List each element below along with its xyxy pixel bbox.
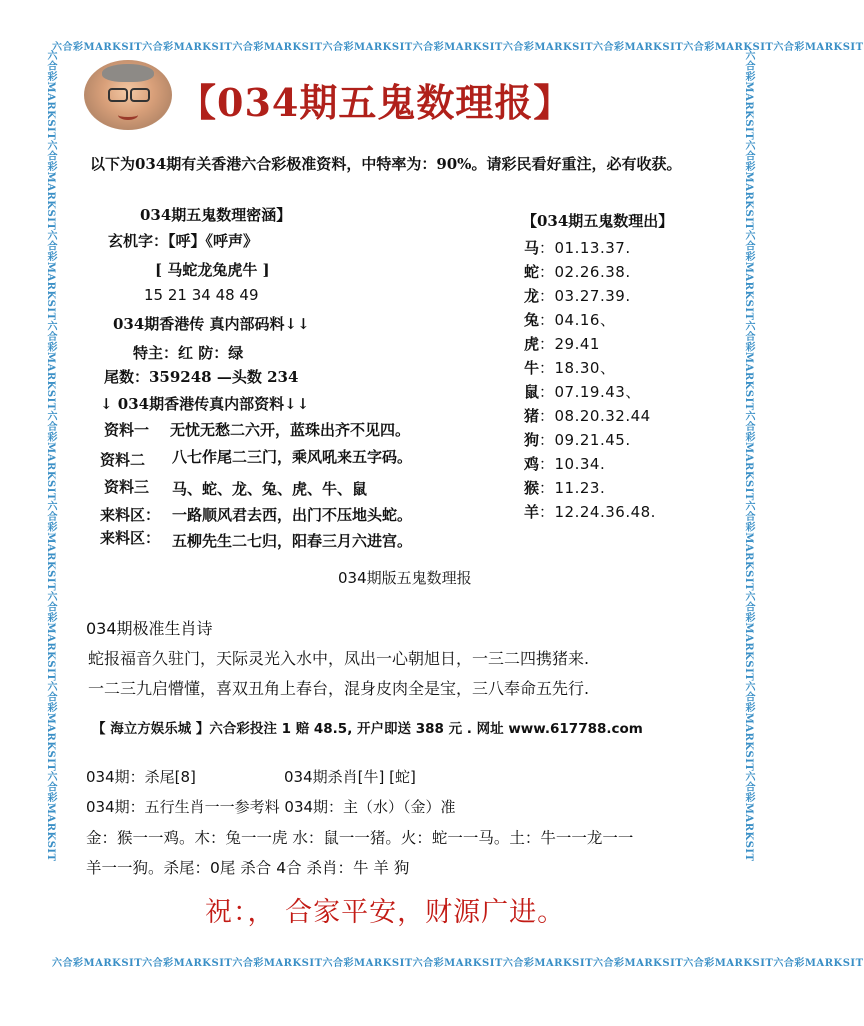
zodiac-animal: 蛇 [524, 263, 540, 281]
elements-line: 羊一一狗。杀尾：0尾 杀合 4合 杀肖：牛 羊 狗 [86, 859, 410, 877]
zodiac-animal: 鸡 [524, 455, 540, 473]
zodiac-nums: ：02.26.38. [539, 263, 631, 281]
avatar-mouth [118, 110, 138, 120]
zodiac-number-row [524, 237, 631, 258]
avatar-portrait [84, 60, 172, 130]
material-label: 资料二 [100, 451, 146, 469]
zodiac-number-row [524, 405, 651, 426]
border-watermark-bottom: 六合彩MARKSIT六合彩MARKSIT六合彩MARKSIT六合彩MARKSIT六合彩MARKSIT六合彩MARKSIT六合彩MARKSIT六合彩MARKSIT六合彩MARKSIT [52, 958, 864, 969]
zodiac-number-row [524, 429, 631, 450]
zodiac-number-row [524, 381, 641, 402]
blessing: 祝：， 合家平安，财源广进。 [205, 897, 566, 928]
zodiac-nums: ：18.30、 [539, 359, 616, 377]
riddle-text: 玄机字：【呼】《呼声》 [108, 232, 259, 250]
material-text: 五柳先生二七归，阳春三月六进宫。 [172, 532, 413, 550]
material-label: 资料一 [104, 421, 150, 439]
poem-line: 蛇报福音久驻门，天际灵光入水中，凤出一心朝旭日，一三二四携猪来. [88, 649, 590, 668]
zodiac-animal: 羊 [524, 503, 540, 521]
material-text: 八七作尾二三门，乘风吼来五字码。 [172, 448, 413, 466]
zodiac-animal: 虎 [524, 335, 540, 353]
insider-title: 034期香港传 真内部码料↓↓ [113, 315, 310, 333]
zodiac-nums: ：08.20.32.44 [539, 407, 651, 425]
material-label: 资料三 [104, 478, 150, 496]
five-elements: 034期：五行生肖一一参考料 034期：主（水）（金）准 [86, 798, 456, 816]
border-watermark-right: 六合彩MARKSIT六合彩MARKSIT六合彩MARKSIT六合彩MARKSIT六合彩MARKSIT六合彩MARKSIT六合彩MARKSIT六合彩MARKSIT六合彩MARKSIT [743, 50, 754, 862]
elements-line: 金：猴一一鸡。木：兔一一虎 水：鼠一一猪。火：蛇一一马。土：牛一一龙一一 [86, 829, 634, 847]
zodiac-animal: 猴 [524, 479, 540, 497]
poem-line: 一二三九启懵懂，喜双丑角上春台，混身皮肉全是宝，三八奉命五先行. [88, 679, 590, 698]
kill-zodiac: 034期杀肖[牛] [蛇] [284, 768, 416, 786]
edition-caption: 034期版五鬼数理报 [338, 569, 472, 587]
page-title: 【034期五鬼数理报】 [178, 80, 573, 125]
zodiac-number-row [524, 477, 605, 498]
zodiac-nums: ：01.13.37. [539, 239, 631, 257]
zodiac-nums: ：12.24.36.48. [539, 503, 656, 521]
zodiac-nums: ：10.34. [539, 455, 606, 473]
zodiac-number-row [524, 501, 656, 522]
zodiac-number-row [524, 333, 600, 354]
zodiac-animal: 兔 [524, 311, 540, 329]
zodiac-number-row [524, 357, 615, 378]
zodiac-animal: 马 [524, 239, 540, 257]
avatar-glasses-left [108, 88, 128, 102]
zodiac-animal: 狗 [524, 431, 540, 449]
zodiac-nums: ：04.16、 [539, 311, 616, 329]
zodiac-nums: ：11.23. [539, 479, 606, 497]
material-text: 马、蛇、龙、兔、虎、牛、鼠 [172, 480, 368, 498]
border-watermark-top: 六合彩MARKSIT六合彩MARKSIT六合彩MARKSIT六合彩MARKSIT六合彩MARKSIT六合彩MARKSIT六合彩MARKSIT六合彩MARKSIT六合彩MARKSIT [52, 42, 864, 53]
meaning-title: 034期五鬼数理密涵】 [140, 206, 292, 224]
zodiac-animal: 鼠 [524, 383, 540, 401]
zodiac-number-row [524, 285, 631, 306]
kill-tail: 034期：杀尾[8] [86, 768, 196, 786]
zodiac-animal: 猪 [524, 407, 540, 425]
avatar-hair [102, 64, 154, 82]
tail-numbers: 尾数：359248 —头数 234 [104, 368, 299, 386]
material-label: 来料区： [100, 506, 161, 524]
insider-title-2: ↓ 034期香港传真内部资料↓↓ [100, 395, 310, 413]
zodiac-nums: ：09.21.45. [539, 431, 631, 449]
ad-banner: 【 海立方娱乐城 】六合彩投注 1 赔 48.5, 开户即送 388 元 . 网址 www.617788.com [92, 721, 643, 737]
zodiac-number-row [524, 453, 605, 474]
special-color: 特主：红 防：绿 [133, 344, 244, 362]
zodiac-nums: ：03.27.39. [539, 287, 631, 305]
zodiac-shortlist: [ 马蛇龙兔虎牛 ] [155, 261, 270, 279]
intro-text: 以下为034期有关香港六合彩极准资料，中特率为：90%。请彩民看好重注，必有收获。 [90, 155, 682, 173]
number-shortlist: 15 21 34 48 49 [144, 286, 259, 304]
zodiac-animal: 龙 [524, 287, 540, 305]
material-text: 无忧无愁二六开，蓝珠出齐不见四。 [170, 421, 411, 439]
material-text: 一路顺风君去西，出门不压地头蛇。 [172, 506, 413, 524]
material-label: 来料区： [100, 529, 161, 547]
avatar-glasses-right [130, 88, 150, 102]
zodiac-number-row [524, 309, 615, 330]
border-watermark-left: 六合彩MARKSIT六合彩MARKSIT六合彩MARKSIT六合彩MARKSIT六合彩MARKSIT六合彩MARKSIT六合彩MARKSIT六合彩MARKSIT六合彩MARKSIT [45, 50, 56, 862]
poem-title: 034期极准生肖诗 [86, 619, 213, 638]
zodiac-numbers-title: 【034期五鬼数理出】 [522, 212, 674, 230]
zodiac-nums: ：29.41 [539, 335, 600, 353]
zodiac-animal: 牛 [524, 359, 540, 377]
zodiac-number-row [524, 261, 631, 282]
zodiac-nums: ：07.19.43、 [539, 383, 641, 401]
